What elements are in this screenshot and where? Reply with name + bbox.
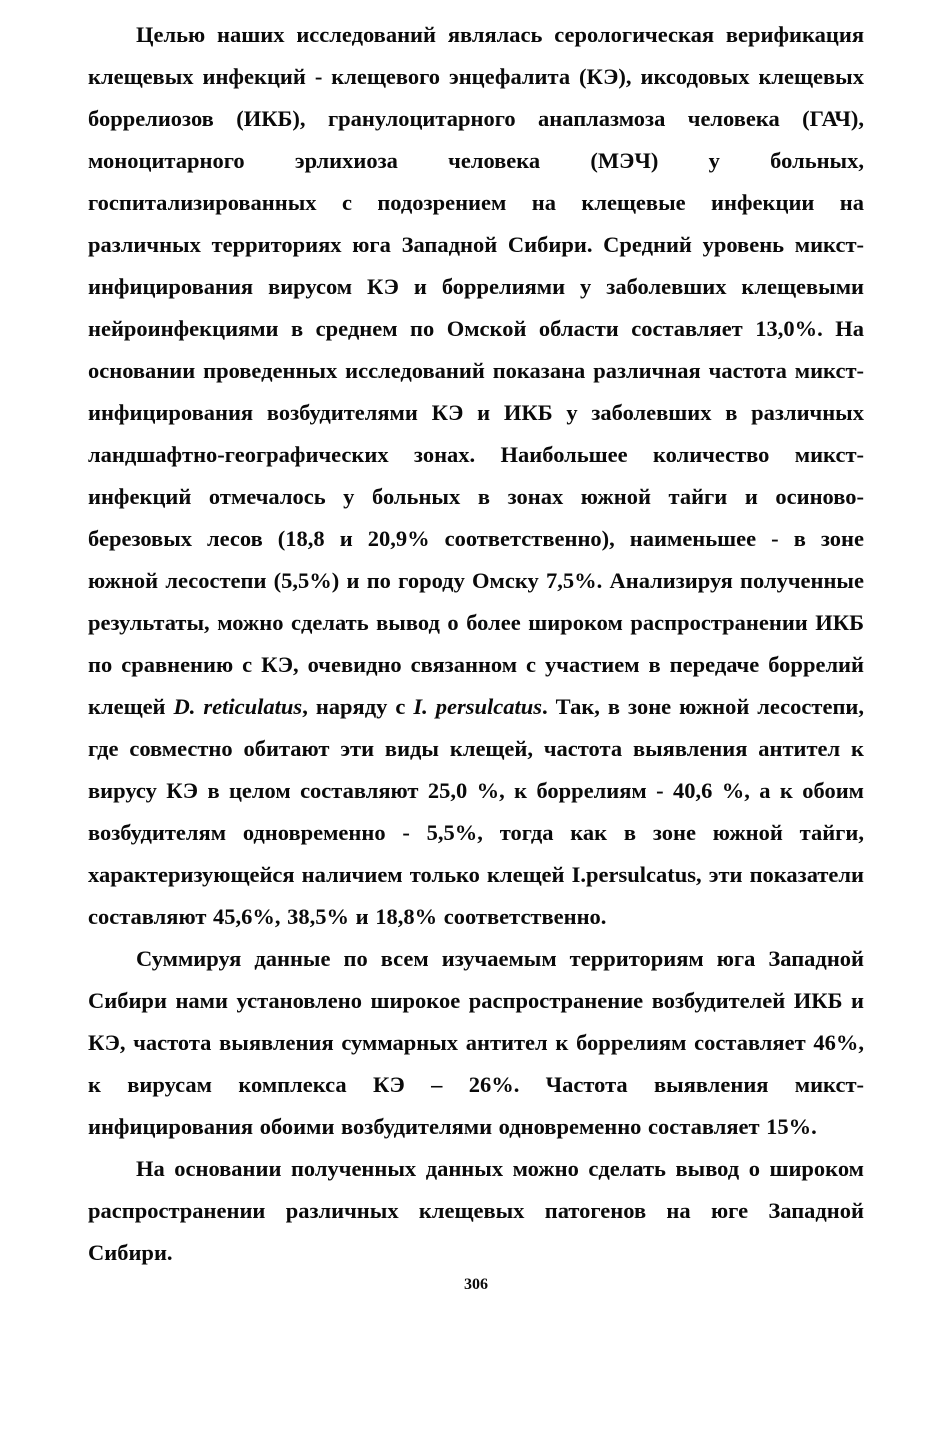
paragraph-2 — [88, 938, 864, 1148]
p1-species-i-persulcatus: I. persulcatus — [413, 694, 542, 719]
p1-text-2: , наряду с — [302, 694, 414, 719]
page-number: 306 — [464, 1276, 488, 1293]
paragraph-1 — [88, 14, 864, 938]
p1-text-3: . Так, в зоне южной лесостепи, где совместно обитают эти виды клещей, частота выявления антител к вирусу КЭ в целом составляют 25,0 %, к боррелиям - 40,6 %, а к обоим возбудителям одновременно - 5,5%, тогда как в зоне южной тайги, характеризующейся наличием только клещей I.persulcatus, эти показатели составляют 45,6%, 38,5% и 18,8% соответственно. — [88, 694, 864, 929]
p3-text: На основании полученных данных можно сделать вывод о широком распространении различных клещевых патогенов на юге Западной Сибири. — [88, 1156, 864, 1265]
body-text — [88, 14, 864, 1274]
p2-text: Суммируя данные по всем изучаемым территориям юга Западной Сибири нами установлено широкое распространение возбудителей ИКБ и КЭ, частота выявления суммарных антител к боррелиям составляет 46%, к вирусам комплекса КЭ – 26%. Частота выявления микст-инфицирования обоими возбудителями одновременно составляет 15%. — [88, 946, 864, 1139]
p1-text-1: Целью наших исследований являлась серологическая верификация клещевых инфекций - клещевого энцефалита (КЭ), иксодовых клещевых боррелиозов (ИКБ), гранулоцитарного анаплазмоза человека (ГАЧ), моноцитарного эрлихиоза человека (МЭЧ) у больных, госпитализированных с подозрением на клещевые инфекции на различных территориях юга Западной Сибири. Средний уровень микст-инфицирования вирусом КЭ и боррелиями у заболевших клещевыми нейроинфекциями в среднем по Омской области составляет 13,0%. На основании проведенных исследований показана различная частота микст-инфицирования возбудителями КЭ и ИКБ у заболевших в различных ландшафтно-географических зонах. Наибольшее количество микст-инфекций отмечалось у больных в зонах южной тайги и осиново-березовых лесов (18,8 и 20,9% соответственно), наименьшее - в зоне южной лесостепи (5,5%) и по городу Омску 7,5%. Анализируя полученные результаты, можно сделать вывод о более широком распространении ИКБ по сравнению с КЭ, очевидно связанном с участием в передаче боррелий клещей — [88, 22, 864, 719]
paragraph-3 — [88, 1148, 864, 1274]
p1-species-d-reticulatus: D. reticulatus — [173, 694, 303, 719]
